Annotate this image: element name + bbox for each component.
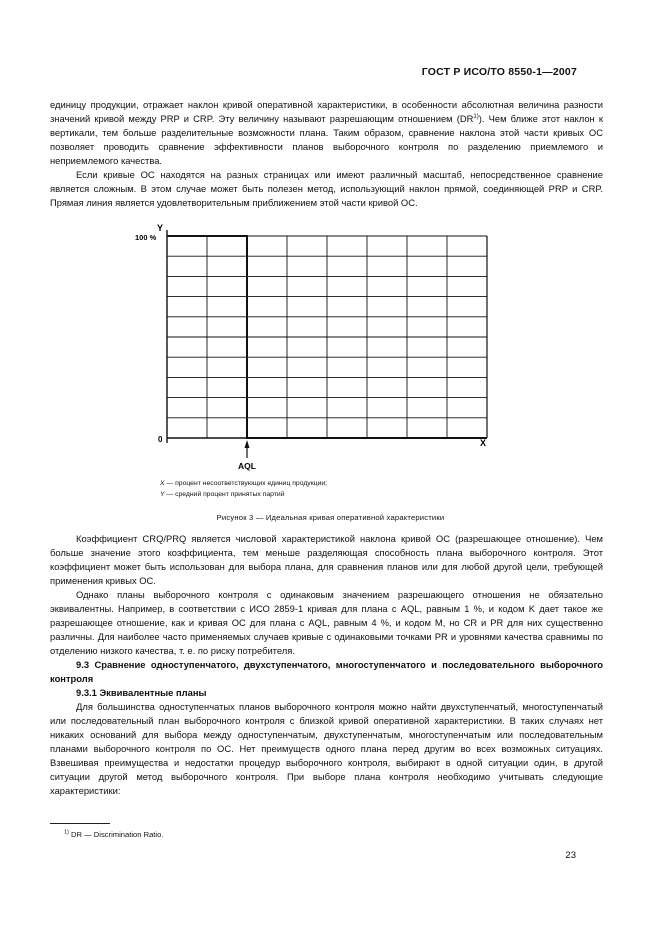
chart-grid (167, 236, 487, 438)
intro-text (50, 98, 603, 210)
figure-caption: Рисунок 3 — Идеальная кривая оперативной характеристики (216, 513, 445, 522)
footnote-marker: 1) (64, 829, 69, 836)
legend-y-symbol: Y (160, 491, 165, 498)
body-paragraph-5: Для большинства одноступенчатых планов выборочного контроля можно найти двухступенчатый, многоступенчатый или последовательный план выборочного контроля с близкой кривой оперативной характеристики. В таких случаях нет никаких оснований для выбора между одноступенчатым, двухступенчатым, многоступенчатым или последовательным планами выборочного контроля по ОС. Нет преимуществ одного плана перед другим во всех возможных ситуациях. Взвешивая преимущества и недостатки процедур выборочного контроля, выбирают в одной ситуации один, в другой ситуации другой метод выборочного контроля. При выборе плана контроля необходимо учитывать следующие характеристики: (50, 701, 603, 796)
y-axis-label: Y (157, 223, 164, 233)
intro-p1-a: единицу продукции, отражает наклон кривой оперативной характеристики, в особенности абсолютная величина разности значений кривой между PRP и CRP. Эту величину называют разрешающим отношением (DR (50, 99, 603, 124)
aql-label: AQL (238, 461, 256, 471)
section-9-3-heading: 9.3 Сравнение одноступенчатого, двухступенчатого, многоступенчатого и последовательного выборочного контроля (50, 659, 603, 684)
footnote-text: DR — Discrimination Ratio. (71, 830, 164, 839)
body-text (50, 532, 603, 798)
body-paragraph-3: Коэффициент CRQ/PRQ является числовой характеристикой наклона кривой ОС (разрешающее отношение). Чем больше значение этого коэффициента, тем меньше разделяющая способность плана выборочного контроля. Этот коэффициент может быть использован для выбора плана, для сравнения планов или для любой другой цели, требующей применения кривых ОС. (50, 533, 603, 586)
footnote-ref: 1) (473, 113, 479, 120)
oc-curve-chart (130, 220, 510, 475)
section-9-3-1-heading: 9.3.1 Эквивалентные планы (76, 687, 207, 698)
origin-label: 0 (158, 435, 163, 444)
legend-x (160, 478, 327, 489)
body-paragraph-4: Однако планы выборочного контроля с одинаковым значением разрешающего отношения не обязательно эквивалентны. Например, в соответствии с ИСО 2859-1 кривая для плана с AQL, равным 1 %, и кодом K дает такое же разрешающее отношение, как и кривая ОС для плана с AQL, равным 4 %, и кодом M, но CR и PR для них существенно различны. Для наиболее часто применяемых случаев кривые с одинаковыми точками PR и уровнями качества сравнимы по отделению низкого качества, т. е. по риску потребителя. (50, 589, 603, 656)
legend-y (160, 489, 327, 500)
page-number: 23 (565, 850, 576, 861)
x-axis-label: X (480, 438, 487, 448)
intro-paragraph-2: Если кривые ОС находятся на разных страницах или имеют различный масштаб, непосредственное сравнение является сложным. В этом случае может быть полезен метод, использующий наклон прямой, соединяющей PRP и CRP. Прямая линия является удовлетворительным приближением этой части кривой ОС. (50, 169, 603, 208)
y-top-label: 100 % (135, 233, 157, 242)
intro-p1-b: ). Чем ближе этот наклон к вертикали, тем больше разделительные возможности плана. Таким образом, сравнение наклона этой части кривых ОС позволяет проводить сравнение эффективности планов выборочного контроля по разделению приемлемого и неприемлемого качества. (50, 113, 603, 166)
chart-legend (160, 478, 327, 500)
legend-x-symbol: X (160, 480, 165, 487)
footnote-divider (50, 823, 110, 824)
legend-y-text: — средний процент принятых партий (164, 491, 285, 498)
aql-arrow (245, 440, 250, 448)
legend-x-text: — процент несоответствующих единиц продукции; (164, 480, 328, 487)
footnote (64, 830, 163, 839)
intro-paragraph-1 (50, 98, 603, 168)
document-header: ГОСТ Р ИСО/ТО 8550-1—2007 (421, 66, 577, 78)
